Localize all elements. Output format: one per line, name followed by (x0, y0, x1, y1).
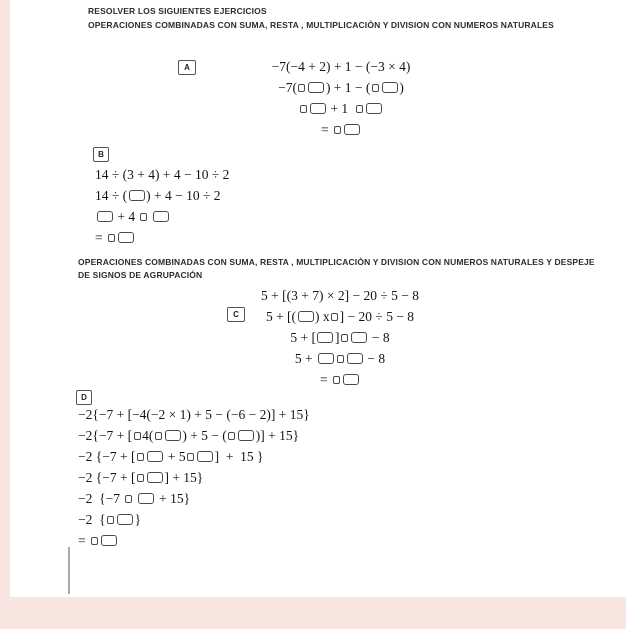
answer-box (310, 103, 326, 114)
answer-box (153, 211, 169, 222)
sign-box (155, 432, 162, 440)
math-line: −2{−7 + [ 4( ) + 5 − ( )] + 15} (78, 428, 300, 443)
answer-box (308, 82, 324, 93)
sign-box (107, 516, 114, 524)
exercise-d-work (78, 404, 310, 551)
math-line: + 4 (95, 206, 229, 227)
answer-box (138, 493, 154, 504)
exercise-c-work (210, 285, 470, 390)
math-line: 5 + [ ] − 8 (290, 330, 390, 345)
math-line: −2 {−7 + [ ] + 15} (78, 470, 204, 485)
answer-box (101, 535, 117, 546)
math-line: 5 + [( ) x ] − 20 ÷ 5 − 8 (265, 309, 415, 324)
text-cursor (68, 547, 70, 594)
math-line: −7( ) + 1 − ( ) (278, 80, 404, 95)
exercise-b-label: B (93, 147, 109, 162)
sign-box (91, 537, 98, 545)
exercise-a-work (216, 56, 466, 140)
math-line: −2 {−7 + 15} (78, 491, 191, 506)
answer-box (238, 430, 254, 441)
answer-box (197, 451, 213, 462)
answer-box (118, 232, 134, 243)
sign-box (137, 474, 144, 482)
sign-box (187, 453, 194, 461)
sign-box (356, 105, 363, 113)
math-line: −2{−7 + [−4(−2 × 1) + 5 − (−6 − 2)] + 15} (78, 407, 310, 422)
sign-box (108, 234, 115, 242)
math-line: 14 ÷ (3 + 4) + 4 − 10 ÷ 2 (95, 167, 230, 182)
answer-box (165, 430, 181, 441)
answer-box (366, 103, 382, 114)
sign-box (337, 355, 344, 363)
sign-box (228, 432, 235, 440)
sign-box (341, 334, 348, 342)
answer-box (347, 353, 363, 364)
sign-box (134, 432, 141, 440)
math-line: −2 {−7 + [ + 5 ] + 15 } (78, 449, 264, 464)
exercise-b-work (95, 164, 229, 248)
exercise-a-label: A (178, 60, 196, 75)
exercise-c-label: C (227, 307, 245, 322)
sign-box (372, 84, 379, 92)
worksheet-page (10, 0, 626, 597)
math-line: 14 ÷ ( ) + 4 − 10 ÷ 2 (95, 188, 221, 203)
sign-box (140, 213, 147, 221)
answer-box (351, 332, 367, 343)
sign-box (331, 313, 338, 321)
math-line: = (216, 119, 466, 140)
answer-box (343, 374, 359, 385)
sign-box (334, 126, 341, 134)
section2-title-line2: DE SIGNOS DE AGRUPACIÓN (78, 270, 203, 280)
answer-box (147, 451, 163, 462)
sign-box (298, 84, 305, 92)
math-line: = (210, 369, 470, 390)
answer-box (344, 124, 360, 135)
section2-title-line1: OPERACIONES COMBINADAS CON SUMA, RESTA , MULTIPLICACIÒN Y DIVISION CON NUMEROS NATURALES Y DESPEJE (78, 257, 595, 267)
math-line: 5 + [(3 + 7) × 2] − 20 ÷ 5 − 8 (261, 288, 419, 303)
worksheet-instruction: RESOLVER LOS SIGUIENTES EJERCICIOS (88, 6, 267, 16)
answer-box (147, 472, 163, 483)
math-line: −2 { } (78, 512, 142, 527)
answer-box (298, 311, 314, 322)
answer-box (382, 82, 398, 93)
sign-box (333, 376, 340, 384)
section1-title: OPERACIONES COMBINADAS CON SUMA, RESTA , MULTIPLICACIÒN Y DIVISION CON NUMEROS NATURALES (88, 20, 554, 30)
math-line: −7(−4 + 2) + 1 − (−3 × 4) (271, 59, 411, 74)
math-line: 5 + − 8 (294, 351, 386, 366)
exercise-d-label: D (76, 390, 92, 405)
answer-box (129, 190, 145, 201)
sign-box (300, 105, 307, 113)
math-line: = (78, 530, 310, 551)
answer-box (317, 332, 333, 343)
answer-box (97, 211, 113, 222)
math-line: = (95, 227, 229, 248)
answer-box (117, 514, 133, 525)
answer-box (318, 353, 334, 364)
math-line: + 1 (216, 98, 466, 119)
sign-box (137, 453, 144, 461)
sign-box (125, 495, 132, 503)
